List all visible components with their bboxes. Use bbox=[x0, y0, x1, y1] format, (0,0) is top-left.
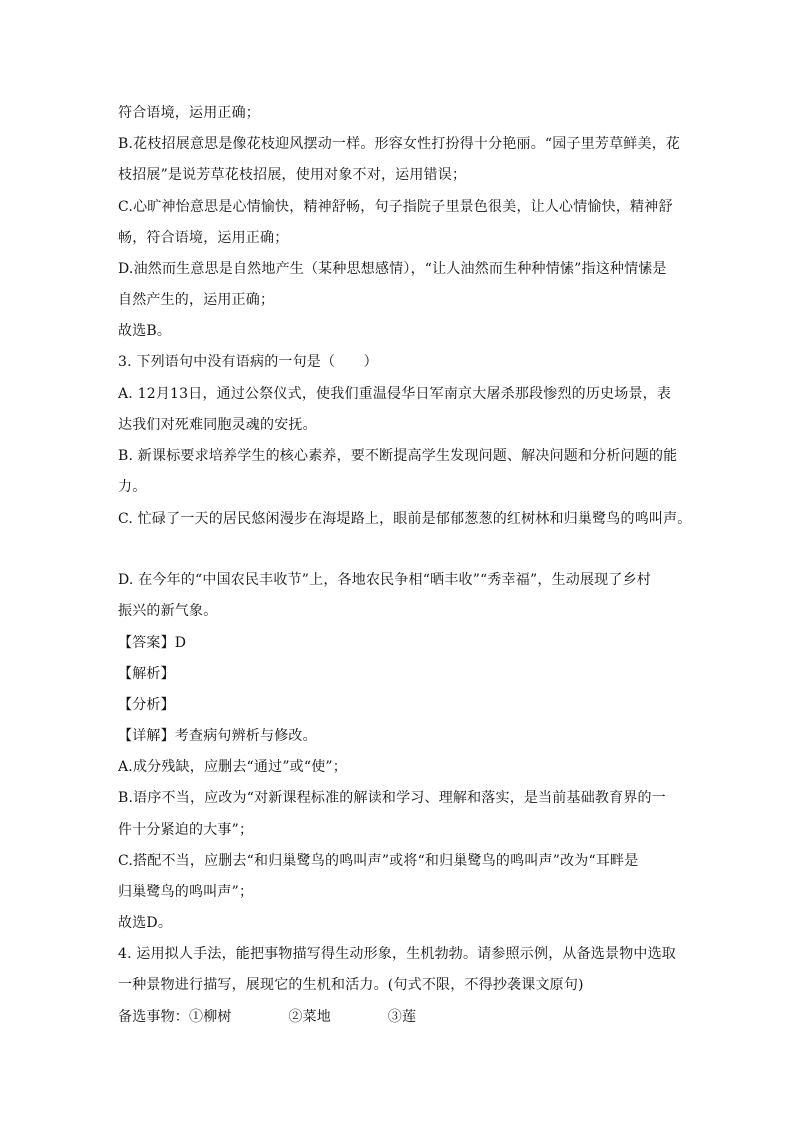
text-line: 符合语境，运用正确； bbox=[118, 105, 260, 121]
detail-label: 【详解】考查病句辨析与修改。 bbox=[118, 728, 317, 744]
analysis-label: 【解析】 bbox=[118, 666, 175, 682]
text-line: A.成分残缺，应删去“通过”或“使”； bbox=[118, 759, 347, 775]
option-a: A. 12月13日，通过公祭仪式，使我们重温侵华日军南京大屠杀那段惨烈的历史场景，表 bbox=[118, 386, 672, 402]
text-line: 故选B。 bbox=[118, 323, 172, 339]
text-line: B.花枝招展意思是像花枝迎风摆动一样。形容女性打扮得十分艳丽。“园子里芳草鲜美，花 bbox=[118, 136, 681, 152]
option-d-cont: 振兴的新气象。 bbox=[118, 603, 218, 619]
question-4-title: 4. 运用拟人手法，能把事物描写得生动形象，生机勃勃。请参照示例，从备选景物中选取 bbox=[118, 946, 677, 962]
options-list: 备选事物：①柳树 ②菜地 ③莲 bbox=[118, 1009, 417, 1025]
option-d: D. 在今年的“中国农民丰收节”上，各地农民争相“晒丰收”“秀幸福”，生动展现了乡村 bbox=[118, 572, 651, 588]
option-c: C. 忙碌了一天的居民悠闲漫步在海堤路上，眼前是郁郁葱葱的红树林和归巢鹭鸟的鸣叫声。 bbox=[118, 511, 692, 527]
answer-label: 【答案】D bbox=[118, 635, 187, 651]
option-b-cont: 力。 bbox=[118, 479, 147, 495]
fenxi-label: 【分析】 bbox=[118, 697, 175, 713]
text-line: 故选D。 bbox=[118, 915, 173, 931]
text-line: 枝招展”是说芳草花枝招展，使用对象不对，运用错误； bbox=[118, 167, 467, 183]
text-line: B.语序不当，应改为“对新课程标准的解读和学习、理解和落实，是当前基础教育界的一 bbox=[118, 790, 666, 806]
option-a-cont: 达我们对死难同胞灵魂的安抚。 bbox=[118, 417, 317, 433]
text-line: C.搭配不当，应删去“和归巢鹭鸟的鸣叫声”或将“和归巢鹭鸟的鸣叫声”改为“耳畔是 bbox=[118, 853, 639, 869]
text-line: 畅，符合语境，运用正确； bbox=[118, 230, 289, 246]
text-line: 自然产生的，运用正确； bbox=[118, 292, 275, 308]
text-line: 件十分紧迫的大事”； bbox=[118, 822, 254, 838]
question-3-title: 3. 下列语句中没有语病的一句是（ ） bbox=[118, 354, 378, 370]
text-line: C.心旷神怡意思是心情愉快，精神舒畅，句子指院子里景色很美，让人心情愉快，精神舒 bbox=[118, 199, 673, 215]
option-b: B. 新课标要求培养学生的核心素养，要不断提高学生发现问题、解决问题和分析问题的能 bbox=[118, 448, 678, 464]
text-line: D.油然而生意思是自然地产生（某种思想感情），“让人油然而生种种情愫”指这种情愫是 bbox=[118, 261, 667, 277]
question-4-cont: 一种景物进行描写，展现它的生机和活力。(句式不限，不得抄袭课文原句) bbox=[118, 977, 584, 993]
text-line: 归巢鹭鸟的鸣叫声”； bbox=[118, 884, 254, 900]
